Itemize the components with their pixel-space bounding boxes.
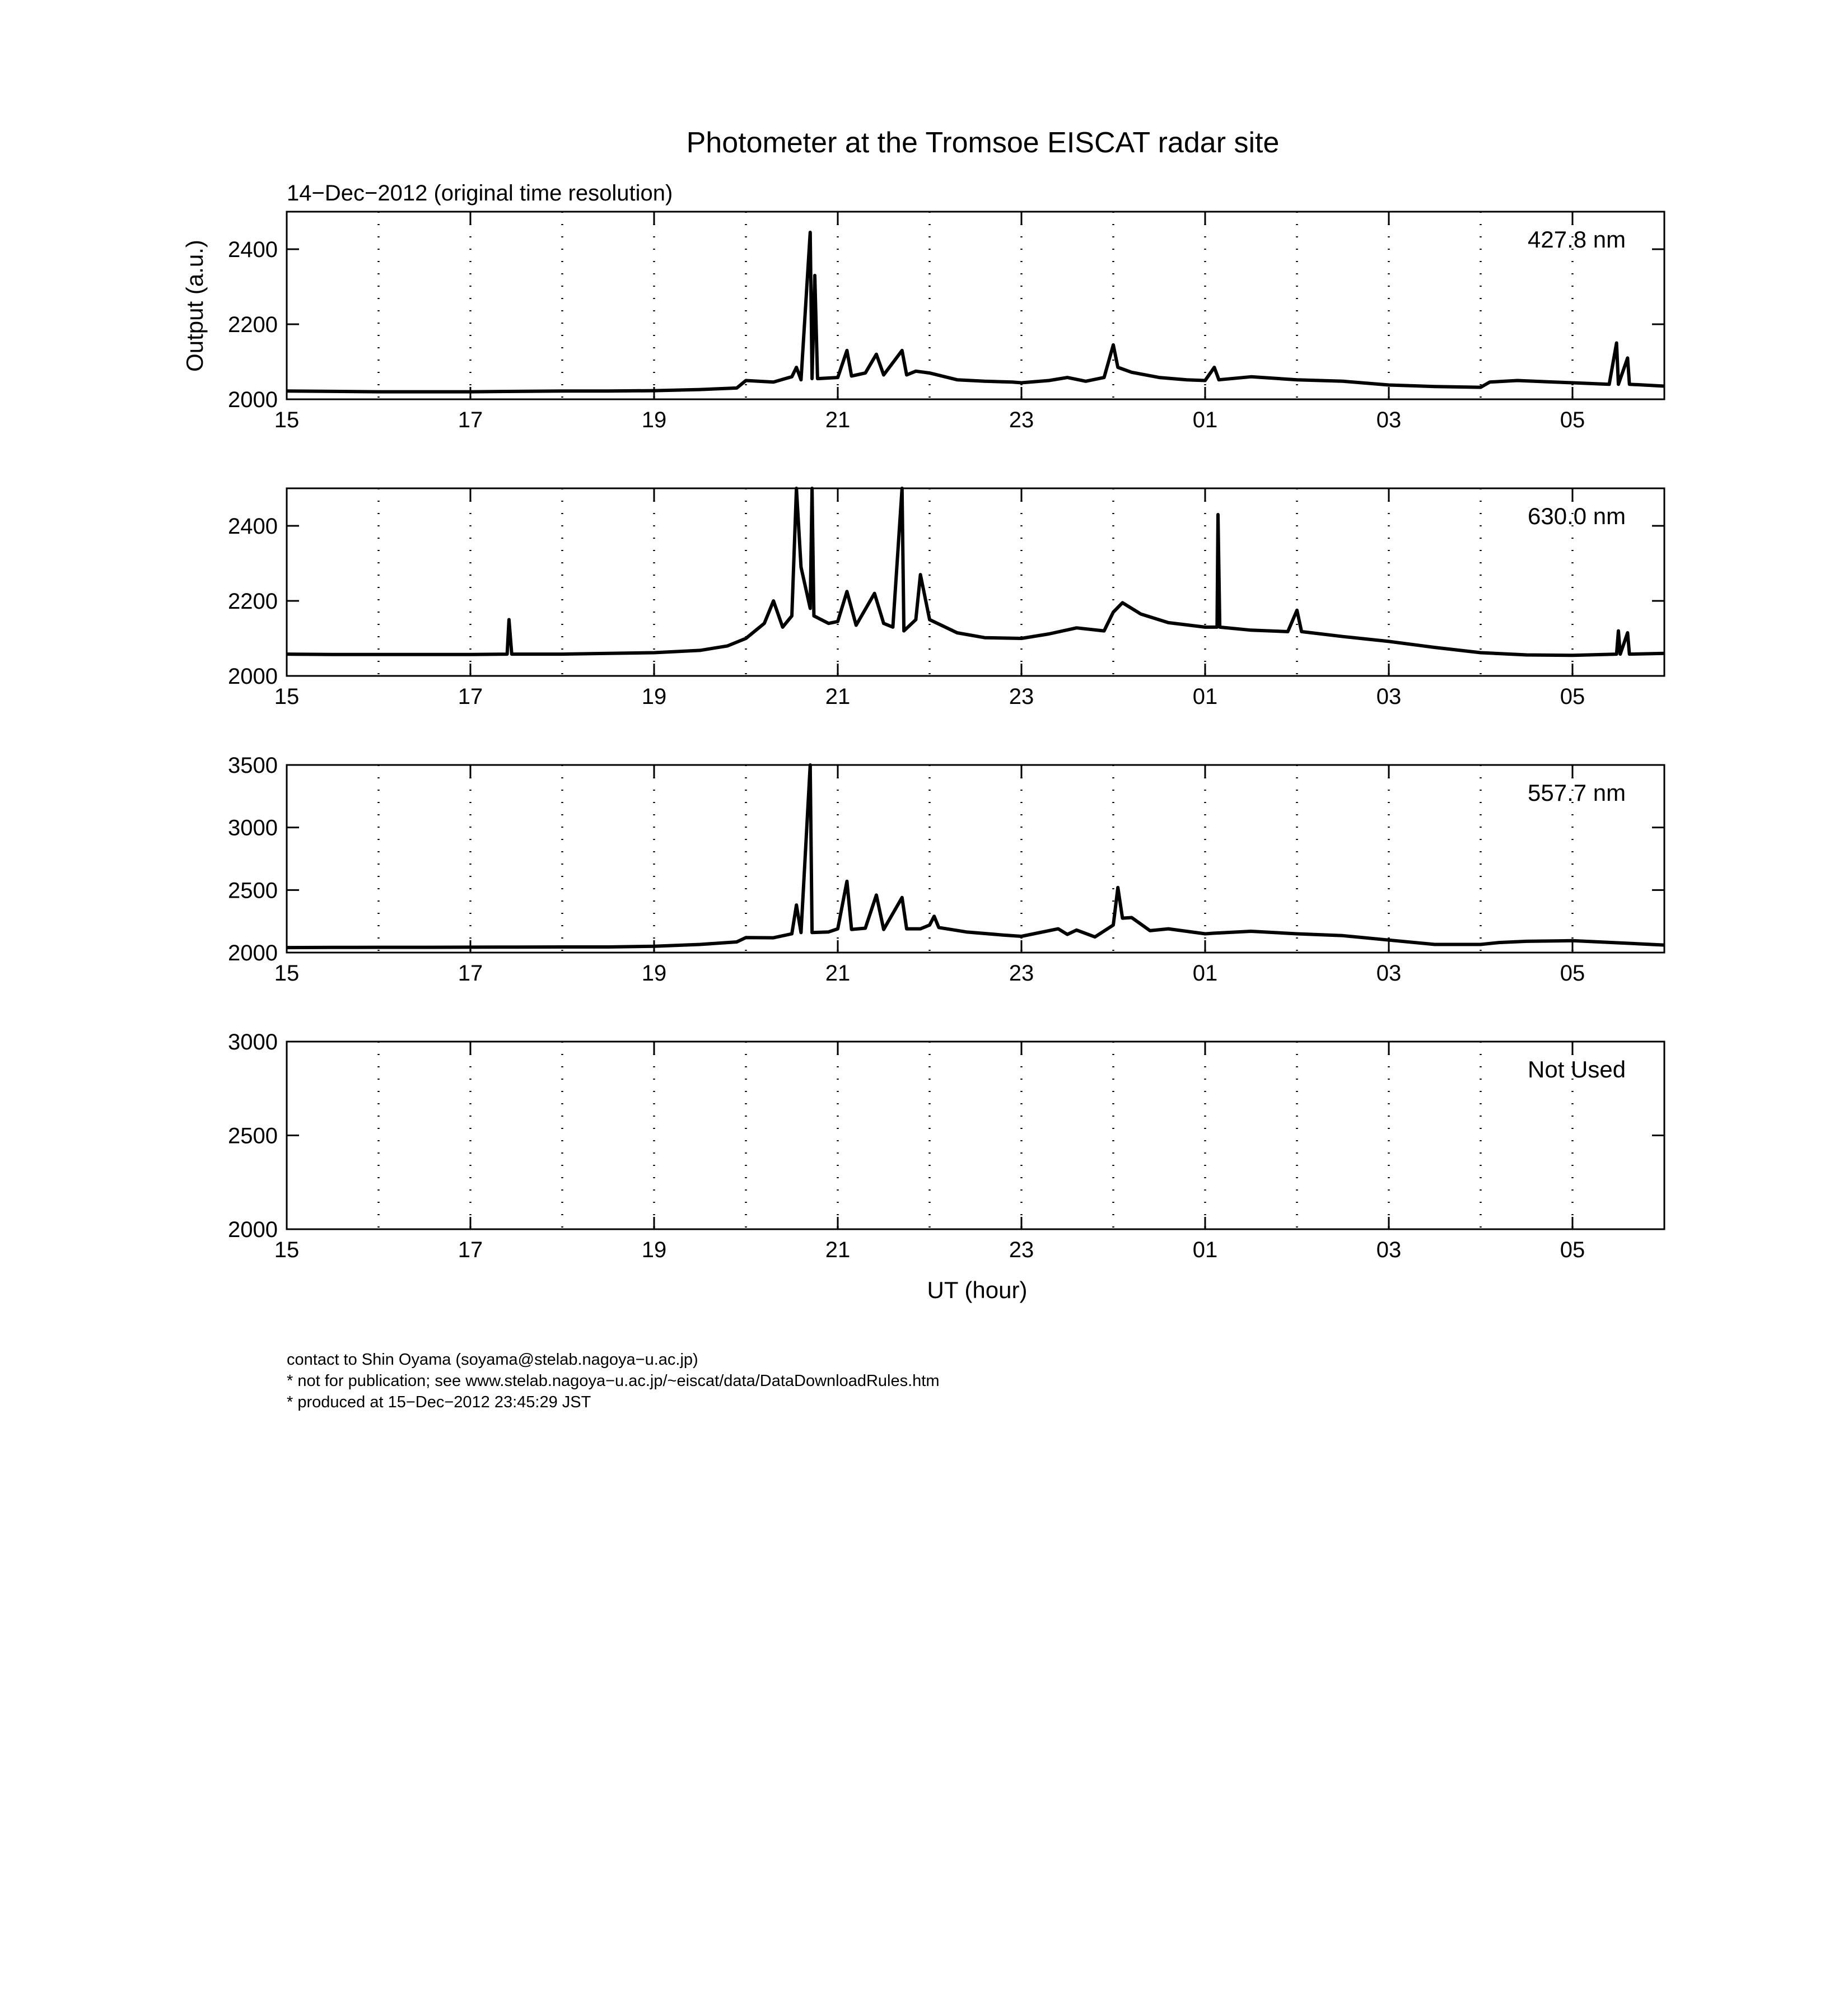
panels	[228, 212, 1664, 1262]
y-tick-label: 2400	[228, 237, 278, 262]
x-tick-label: 05	[1560, 961, 1585, 986]
x-tick-label: 23	[1009, 961, 1034, 986]
panel-frame	[287, 212, 1664, 399]
x-tick-label: 03	[1376, 961, 1402, 986]
chart-title: Photometer at the Tromsoe EISCAT radar site	[686, 127, 1280, 159]
panel-3	[228, 753, 1664, 986]
x-tick-label: 15	[274, 1238, 300, 1262]
y-tick-label: 2000	[228, 664, 278, 689]
panel-label: 427.8 nm	[1528, 226, 1626, 253]
series-line	[287, 232, 1664, 392]
x-tick-label: 01	[1192, 684, 1218, 709]
x-tick-label: 15	[274, 408, 300, 432]
x-tick-label: 15	[274, 684, 300, 709]
y-tick-label: 2500	[228, 878, 278, 903]
x-axis-label: UT (hour)	[927, 1277, 1028, 1303]
footnote-contact: contact to Shin Oyama (soyama@stelab.nagoya−u.ac.jp)	[287, 1351, 698, 1369]
footnote-produced: * produced at 15−Dec−2012 23:45:29 JST	[287, 1393, 591, 1411]
x-tick-label: 03	[1376, 1238, 1402, 1262]
x-tick-label: 01	[1192, 1238, 1218, 1262]
x-tick-label: 03	[1376, 684, 1402, 709]
x-tick-label: 17	[458, 684, 483, 709]
series-line	[287, 765, 1664, 948]
panel-frame	[287, 765, 1664, 953]
x-tick-label: 05	[1560, 1238, 1585, 1262]
x-tick-label: 17	[458, 961, 483, 986]
y-tick-label: 2000	[228, 388, 278, 412]
x-tick-label: 17	[458, 1238, 483, 1262]
y-tick-label: 2000	[228, 1217, 278, 1242]
y-tick-label: 2200	[228, 589, 278, 614]
footnote-publication: * not for publication; see www.stelab.nagoya−u.ac.jp/~eiscat/data/DataDownloadRules.htm	[287, 1372, 940, 1390]
panel-frame	[287, 1042, 1664, 1229]
panel-label: 557.7 nm	[1528, 780, 1626, 806]
panel-label: Not Used	[1528, 1056, 1626, 1082]
series-line	[287, 488, 1664, 655]
x-tick-label: 23	[1009, 1238, 1034, 1262]
y-tick-label: 3000	[228, 1030, 278, 1054]
panel-label: 630.0 nm	[1528, 503, 1626, 529]
x-tick-label: 19	[641, 1238, 667, 1262]
y-tick-label: 2500	[228, 1123, 278, 1149]
x-tick-label: 23	[1009, 408, 1034, 432]
panel-frame	[287, 488, 1664, 676]
x-tick-label: 17	[458, 408, 483, 432]
x-tick-label: 15	[274, 961, 300, 986]
y-axis-label: Output (a.u.)	[181, 240, 208, 372]
y-tick-label: 3000	[228, 815, 278, 841]
panel-1	[228, 212, 1664, 432]
x-tick-label: 05	[1560, 408, 1585, 432]
x-tick-label: 21	[825, 408, 851, 432]
y-tick-label: 2400	[228, 514, 278, 539]
y-tick-label: 2000	[228, 941, 278, 965]
x-tick-label: 19	[641, 961, 667, 986]
panel-4	[228, 1030, 1664, 1262]
x-tick-label: 01	[1192, 408, 1218, 432]
panel-2	[228, 488, 1664, 709]
x-tick-label: 03	[1376, 408, 1402, 432]
x-tick-label: 05	[1560, 684, 1585, 709]
x-tick-label: 21	[825, 1238, 851, 1262]
x-tick-label: 01	[1192, 961, 1218, 986]
x-tick-label: 23	[1009, 684, 1034, 709]
y-tick-label: 2200	[228, 312, 278, 337]
x-tick-label: 21	[825, 961, 851, 986]
chart-subtitle: 14−Dec−2012 (original time resolution)	[287, 181, 673, 206]
x-tick-label: 19	[641, 684, 667, 709]
x-tick-label: 19	[641, 408, 667, 432]
y-tick-label: 3500	[228, 753, 278, 778]
x-tick-label: 21	[825, 684, 851, 709]
